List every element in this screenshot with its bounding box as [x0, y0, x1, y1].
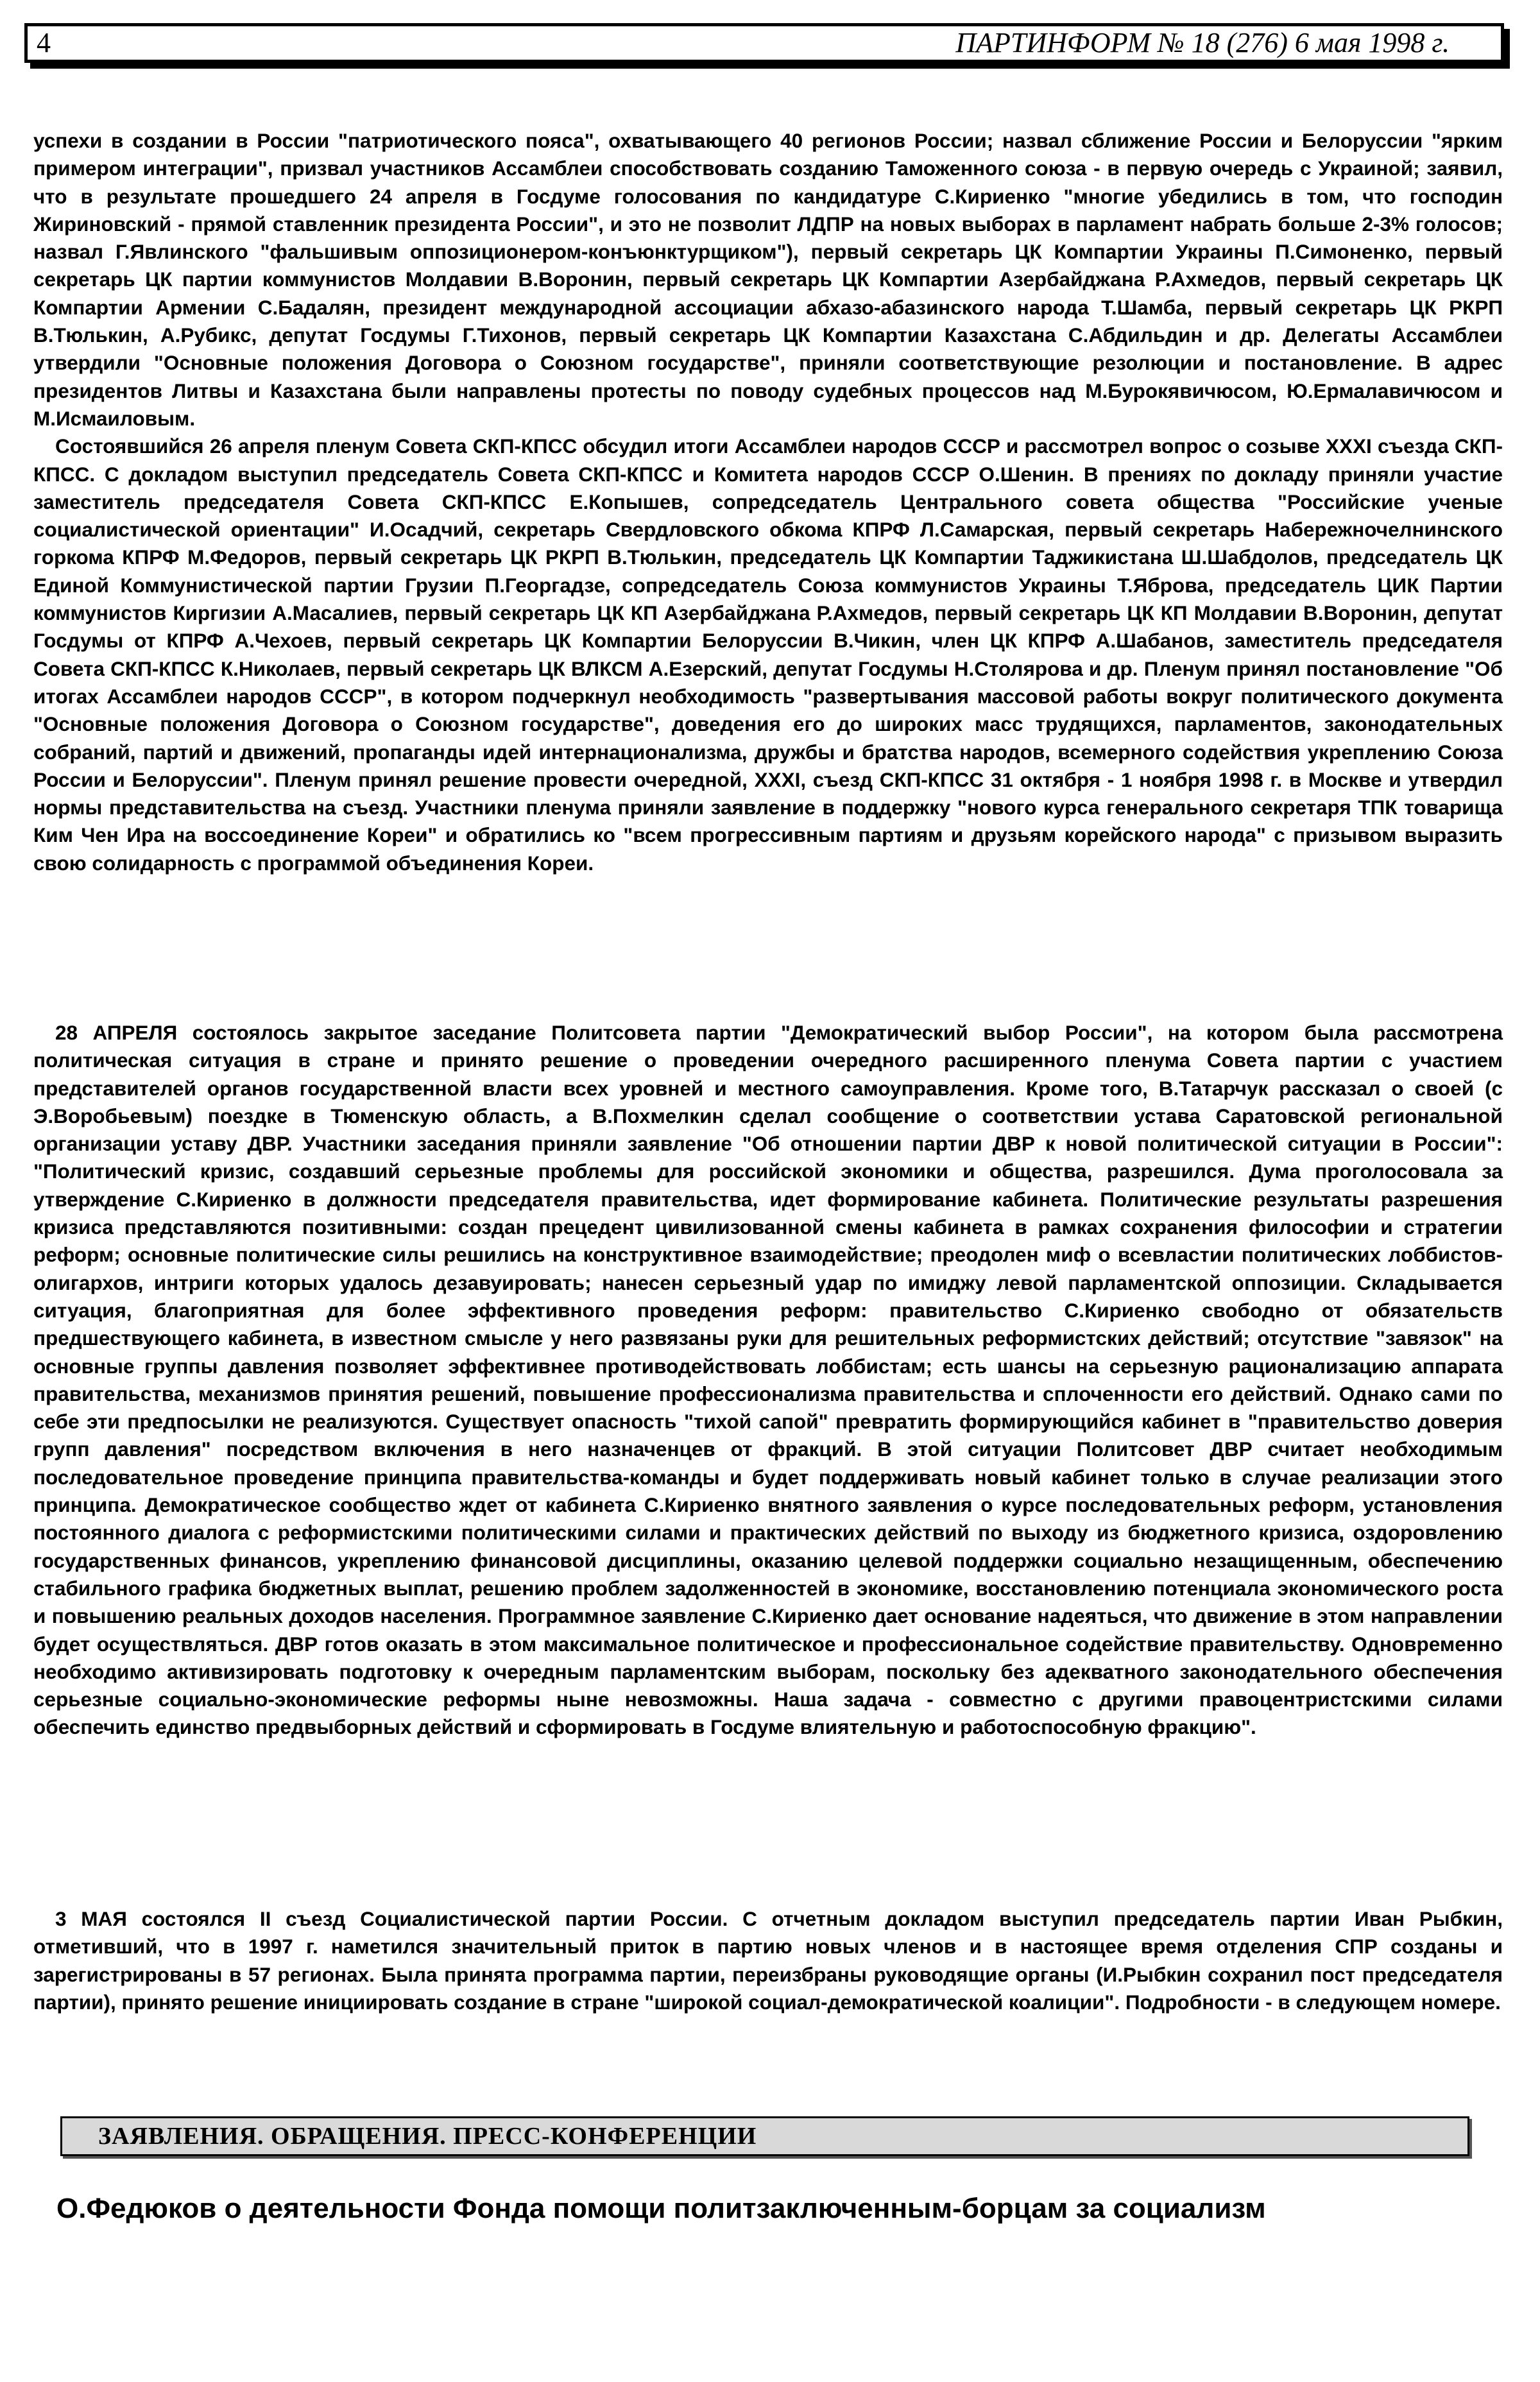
paragraph: успехи в создании в России "патриотического пояса", охватывающего 40 регионов России; назвал сближение России и Белоруссии "ярким примером интеграции", призвал участников Ассамблеи способствовать созданию Таможенного союза - в первую очередь с Украиной; заявил, что в результате прошедшего 24 апреля в Госдуме голосования по кандидатуре С.Кириенко "многие убедились в том, что господин Жириновский - прямой ставленник президента России", и это не позволит ЛДПР на новых выборах в парламент набрать больше 2-3% голосов; назвал Г.Явлинского "фальшивым оппозиционером-конъюнктурщиком"), первый секретарь ЦК Компартии Украины П.Симоненко, первый секретарь ЦК партии коммунистов Молдавии В.Воронин, первый секретарь ЦК Компартии Азербайджана Р.Ахмедов, первый секретарь ЦК Компартии Армении С.Бадалян, президент международной ассоциации абхазо-абазинского народа Т.Шамба, первый секретарь ЦК РКРП В.Тюлькин, А.Рубикс, депутат Госдумы Г.Тихонов, первый секретарь ЦК Компартии Казахстана С.Абдильдин и др. Делегаты Ассамблеи утвердили "Основные положения Договора о Союзном государстве", приняли соответствующие резолюции и постановление. В адрес президентов Литвы и Казахстана были направлены протесты по поводу судебных процессов над М.Бурокявичюсом, Ю.Ермалавичюсом и М.Исмаиловым.: [33, 129, 1503, 430]
paragraph: 3 МАЯ состоялся II съезд Социалистической партии России. С отчетным докладом выступил председатель партии Иван Рыбкин, отметивший, что в 1997 г. наметился значительный приток в партию новых членов и в настоящее время отделения СПР созданы и зарегистрированы в 57 регионах. Была принята программа партии, переизбраны руководящие органы (И.Рыбкин сохранил пост председателя партии), принято решение инициировать создание в стране "широкой социал-демократической коалиции". Подробности - в следующем номере.: [33, 1907, 1503, 2014]
text-block-assembly: [33, 127, 1503, 877]
section-heading: ЗАЯВЛЕНИЯ. ОБРАЩЕНИЯ. ПРЕСС-КОНФЕРЕНЦИИ: [98, 2123, 757, 2150]
page-header: [24, 23, 1504, 63]
section-heading-bar: [60, 2116, 1469, 2156]
masthead: ПАРТИНФОРМ № 18 (276) 6 мая 1998 г.: [955, 27, 1450, 58]
text-block-spr: [33, 1905, 1503, 2016]
paragraph: Состоявшийся 26 апреля пленум Совета СКП-КПСС обсудил итоги Ассамблеи народов СССР и рассмотрел вопрос о созыве XXXI съезда СКП-КПСС. С докладом выступил председатель Совета СКП-КПСС и Комитета народов СССР О.Шенин. В прениях по докладу приняли участие заместитель председателя Совета СКП-КПСС Е.Копышев, сопредседатель Центрального совета общества "Российские ученые социалистической ориентации" И.Осадчий, секретарь Свердловского обкома КПРФ Л.Самарская, первый секретарь Набережночелнинского горкома КПРФ М.Федоров, первый секретарь ЦК РКРП В.Тюлькин, председатель ЦК Компартии Таджикистана Ш.Шабдолов, председатель ЦК Единой Коммунистической партии Грузии П.Георгадзе, сопредседатель Союза коммунистов Украины Т.Яброва, председатель ЦИК Партии коммунистов Киргизии А.Масалиев, первый секретарь ЦК КП Азербайджана Р.Ахмедов, первый секретарь ЦК КП Молдавии В.Воронин, депутат Госдумы от КПРФ А.Чехоев, первый секретарь ЦК Компартии Белоруссии В.Чикин, член ЦК КПРФ А.Шабанов, заместитель председателя Совета СКП-КПСС К.Николаев, первый секретарь ЦК ВЛКСМ А.Езерский, депутат Госдумы Н.Столярова и др. Пленум принял постановление "Об итогах Ассамблеи народов СССР", в котором подчеркнул необходимость "развертывания массовой работы вокруг политического документа "Основные положения Договора о Союзном государстве", доведения его до широких масс трудящихся, парламентов, законодательных собраний, партий и движений, пропаганды идей интернационализма, дружбы и братства народов, всемерного содействия укреплению Союза России и Белоруссии". Пленум принял решение провести очередной, XXXI, съезд СКП-КПСС 31 октября - 1 ноября 1998 г. в Москве и утвердил нормы представительства на съезд. Участники пленума приняли заявление в поддержку "нового курса генерального секретаря ТПК товарища Ким Чен Ира на воссоединение Кореи" и обратились ко "всем прогрессивным партиям и друзьям корейского народа" с призывом выразить свою солидарность с программой объединения Кореи.: [33, 434, 1503, 875]
article-title: О.Федюков о деятельности Фонда помощи политзаключенным-борцам за социализм: [56, 2193, 1266, 2224]
paragraph: 28 АПРЕЛЯ состоялось закрытое заседание Политсовета партии "Демократический выбор России", на котором была рассмотрена политическая ситуация в стране и принято решение о проведении очередного расширенного пленума Совета партии с участием представителей органов государственной власти всех уровней и местного самоуправления. Кроме того, В.Татарчук рассказал о своей (с Э.Воробьевым) поездке в Тюменскую область, а В.Похмелкин сделал сообщение о соответствии устава Саратовской региональной организации уставу ДВР. Участники заседания приняли заявление "Об отношении партии ДВР к новой политической ситуации в России": "Политический кризис, создавший серьезные проблемы для российской экономики и общества, разрешился. Дума проголосовала за утверждение С.Кириенко в должности председателя правительства, идет формирование кабинета. Политические результаты разрешения кризиса представляются позитивными: создан прецедент цивилизованной смены кабинета в рамках сохранения философии и стратегии реформ; основные политические силы решились на конструктивное взаимодействие; преодолен миф о всевластии политических лоббистов-олигархов, интриги которых удалось дезавуировать; нанесен серьезный удар по имиджу левой парламентской оппозиции. Складывается ситуация, благоприятная для более эффективного проведения реформ: правительство С.Кириенко свободно от обязательств предшествующего кабинета, в известном смысле у него развязаны руки для решительных реформистских действий; отсутствие "завязок" на основные группы давления позволяет эффективнее противодействовать лоббистам; есть шансы на серьезную рационализацию аппарата правительства, механизмов принятия решений, повышение профессионализма правительства и сплоченности его действий. Однако сами по себе эти предпосылки не реализуются. Существует опасность "тихой сапой" превратить формирующийся кабинет в "правительство доверия групп давления" посредством включения в него назначенцев от фракций. В этой ситуации Политсовет ДВР считает необходимым последовательное проведение принципа правительства-команды и будет поддерживать новый кабинет только в случае реализации этого принципа. Демократическое сообщество ждет от кабинета С.Кириенко внятного заявления о курсе последовательных реформ, установления постоянного диалога с реформистскими политическими силами и практических действий по выходу из бюджетного кризиса, оздоровлению государственных финансов, укреплению финансовой дисциплины, оказанию целевой поддержки социально незащищенным, обеспечению стабильного графика бюджетных выплат, решению проблем задолженностей в экономике, восстановлению потенциала экономического роста и повышению реальных доходов населения. Программное заявление С.Кириенко дает основание надеяться, что движение в этом направлении будет осуществляться. ДВР готов оказать в этом максимальное политическое и профессиональное содействие правительству. Одновременно необходимо активизировать подготовку к очередным парламентским выборам, поскольку без адекватного законодательного обеспечения серьезные социально-экономические реформы ныне невозможны. Наша задача - совместно с другими правоцентристскими силами обеспечить единство предвыборных действий и сформировать в Госдуме влиятельную и работоспособную фракцию".: [33, 1021, 1503, 1739]
page-number: 4: [37, 27, 51, 58]
text-block-dvr: [33, 1019, 1503, 1742]
